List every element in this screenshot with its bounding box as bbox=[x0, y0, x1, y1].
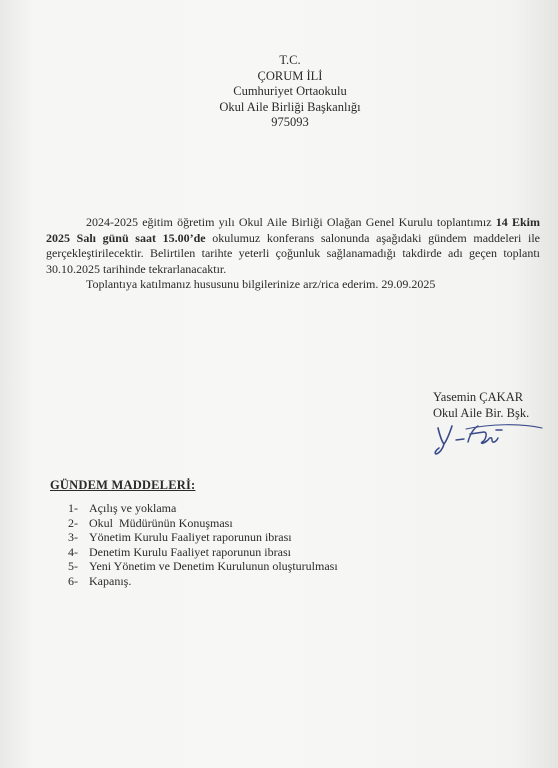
document-body bbox=[46, 215, 540, 293]
header-school: Cumhuriyet Ortaokulu bbox=[233, 84, 347, 98]
document-header bbox=[150, 53, 430, 131]
header-country: T.C. bbox=[279, 53, 301, 67]
signer-name: Yasemin ÇAKAR bbox=[433, 390, 524, 404]
header-code: 975093 bbox=[271, 115, 309, 129]
agenda-item-number: 1- bbox=[68, 501, 78, 515]
agenda-item-number: 2- bbox=[68, 515, 78, 530]
header-office: Okul Aile Birliği Başkanlığı bbox=[219, 99, 361, 114]
agenda-item-number: 6- bbox=[68, 573, 78, 588]
agenda-item-text: Okul Müdürünün Konuşması bbox=[89, 515, 233, 530]
agenda-item-number: 5- bbox=[68, 559, 78, 574]
body-paragraph-2: Toplantıya katılmanız hususunu bilgilerinize arz/rica ederim. 29.09.2025 bbox=[86, 277, 436, 291]
agenda-item bbox=[68, 559, 338, 574]
meeting-date-time: 14 Ekim 2025 Salı günü saat 15.00’de bbox=[46, 215, 540, 245]
body-text-segment: 2024-2025 eğitim öğretim yılı Okul Aile Birliği Olağan Genel Kurulu toplantımız bbox=[86, 215, 496, 229]
agenda-item-text: Denetim Kurulu Faaliyet raporunun ibrası bbox=[89, 544, 291, 559]
agenda-item bbox=[68, 574, 338, 589]
signer-title: Okul Aile Bir. Bşk. bbox=[433, 405, 530, 420]
handwritten-signature bbox=[430, 420, 545, 456]
agenda-item-number: 3- bbox=[68, 530, 78, 545]
agenda-item bbox=[68, 530, 338, 545]
agenda-item bbox=[68, 501, 338, 516]
agenda-item-number: 4- bbox=[68, 544, 78, 559]
signer-block bbox=[433, 390, 529, 421]
body-paragraph-1 bbox=[46, 215, 540, 277]
agenda-item-text: Yönetim Kurulu Faaliyet raporunun ibrası bbox=[89, 530, 292, 545]
agenda-item-text: Kapanış. bbox=[89, 573, 132, 588]
body-text-segment: okulumuz konferans salonunda aşağıdaki gündem maddeleri ile gerçekleştirilecektir. Belirtilen tarihte yeterli çoğunluk sağlanamadığı takdirde adı geçen toplantı 30.10.2025 tarihinde tekrarlanacaktır. bbox=[46, 230, 540, 276]
header-province: ÇORUM İLİ bbox=[257, 68, 323, 83]
agenda-item bbox=[68, 516, 338, 531]
agenda-item-text: Yeni Yönetim ve Denetim Kurulunun oluşturulması bbox=[89, 559, 338, 574]
agenda-item bbox=[68, 545, 338, 560]
agenda-title: GÜNDEM MADDELERİ: bbox=[50, 478, 196, 492]
agenda-list bbox=[68, 501, 338, 589]
agenda-item-text: Açılış ve yoklama bbox=[89, 501, 177, 515]
